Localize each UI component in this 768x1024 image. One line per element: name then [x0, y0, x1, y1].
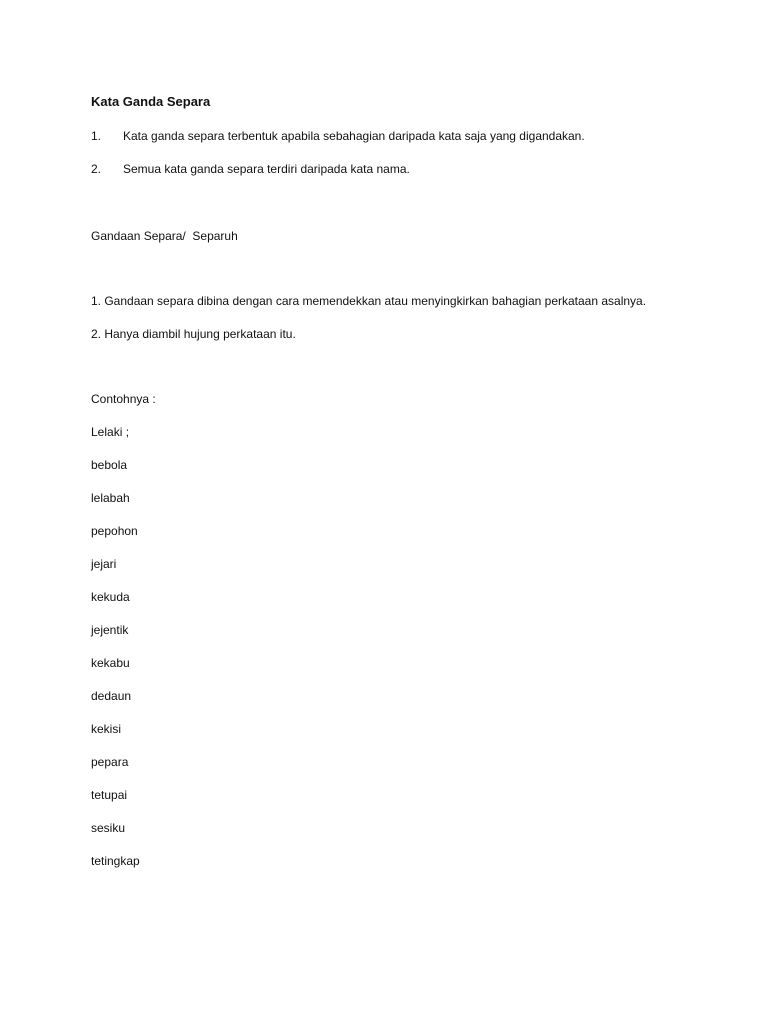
- example-word: lelabah: [91, 491, 130, 505]
- example-word: tetingkap: [91, 854, 140, 868]
- intro-point-text: Kata ganda separa terbentuk apabila sebahagian daripada kata saja yang digandakan.: [123, 129, 585, 143]
- example-word: jejentik: [91, 623, 129, 637]
- document-title: Kata Ganda Separa: [91, 94, 211, 109]
- example-word: pepohon: [91, 524, 138, 538]
- example-word: kekisi: [91, 722, 122, 736]
- examples-list: [91, 424, 140, 886]
- example-word: tetupai: [91, 788, 128, 802]
- example-word: kekuda: [91, 590, 130, 604]
- intro-point-number: 2.: [91, 162, 102, 176]
- example-word: dedaun: [91, 689, 132, 703]
- intro-point-text: Semua kata ganda separa terdiri daripada kata nama.: [123, 162, 410, 176]
- examples-label: Contohnya :: [91, 392, 156, 406]
- section-heading: Gandaan Separa/ Separuh: [91, 229, 238, 243]
- example-word: jejari: [91, 557, 117, 571]
- example-word: kekabu: [91, 656, 130, 670]
- section-point-2: 2. Hanya diambil hujung perkataan itu.: [91, 327, 296, 341]
- section-point-1: 1. Gandaan separa dibina dengan cara memendekkan atau menyingkirkan bahagian perkataan asalnya.: [91, 294, 647, 308]
- intro-point-number: 1.: [91, 129, 102, 143]
- example-word: Lelaki ;: [91, 425, 130, 439]
- example-word: bebola: [91, 458, 128, 472]
- example-word: pepara: [91, 755, 129, 769]
- example-word: sesiku: [91, 821, 126, 835]
